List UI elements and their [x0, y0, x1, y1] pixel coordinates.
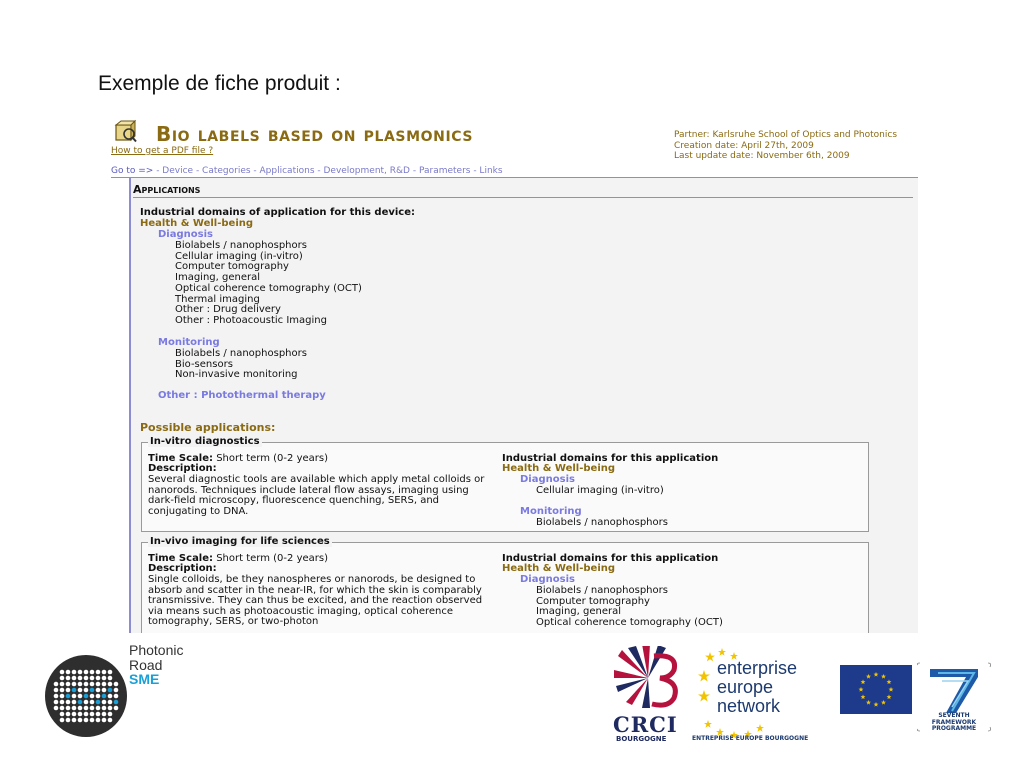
application-case [141, 436, 869, 532]
time-scale-label: Time Scale: [148, 553, 214, 564]
product-meta [674, 130, 897, 162]
nav-goto-label: Go to => [111, 166, 154, 176]
fp7-caption: SEVENTH FRAMEWORK PROGRAMME [931, 712, 977, 732]
diagnosis-item: Cellular imaging (in-vitro) [175, 250, 303, 262]
description-text: Several diagnostic tools are available which apply metal colloids or nanorods. Techniques include lateral flow assays, imaging using dark-field microscopy, fluorescence quenching, SERS, and conjugating to DNA. [148, 474, 485, 517]
crci-wordmark: CRCI [613, 712, 678, 737]
monitoring-label[interactable]: Monitoring [158, 337, 220, 348]
case-diagnosis-label[interactable]: Diagnosis [520, 574, 575, 585]
possible-applications-label: Possible applications: [140, 421, 276, 434]
product-box-icon [113, 119, 137, 143]
diagnosis-list [175, 241, 362, 327]
diagnosis-item: Other : Drug delivery [175, 304, 281, 316]
slide-title: Exemple de fiche produit : [98, 72, 341, 95]
case-legend: In-vitro diagnostics [150, 436, 260, 447]
diagnosis-item: Thermal imaging [175, 293, 260, 305]
diagnosis-label[interactable]: Diagnosis [158, 229, 213, 240]
pdf-help-link[interactable]: How to get a PDF file ? [111, 146, 214, 156]
een-subtitle: ENTREPRISE EUROPE BOURGOGNE [692, 735, 809, 742]
road-word: Road [129, 656, 163, 673]
applications-section [129, 178, 918, 633]
product-title: Bio labels based on plasmonics [156, 122, 474, 146]
time-scale-value: Short term (0-2 years) [213, 553, 328, 564]
case-legend: In-vivo imaging for life sciences [150, 536, 330, 547]
monitoring-item: Bio-sensors [175, 358, 233, 370]
update-date: Last update date: November 6th, 2009 [674, 151, 850, 161]
case-domains-label: Industrial domains for this application [502, 553, 719, 564]
domains-label: Industrial domains of application for this device: [140, 207, 416, 218]
diagnosis-item: Optical coherence tomography (OCT) [175, 282, 362, 294]
photonic-road-logo [44, 654, 128, 738]
sme-word: SME [129, 671, 160, 687]
photonic-word: Photonic [129, 642, 184, 658]
monitoring-list [175, 349, 307, 381]
crci-region: BOURGOGNE [616, 735, 667, 743]
applications-heading: Applications [133, 183, 913, 198]
nav-section-links[interactable]: - Device - Categories - Applications - Development, R&D - Parameters - Links [153, 166, 503, 176]
een-word-enterprise: enterprise [717, 658, 798, 678]
diagnosis-item: Computer tomography [175, 261, 289, 273]
description-label: Description: [148, 563, 217, 574]
diagnosis-item: Imaging, general [175, 272, 260, 284]
een-word-europe: europe [717, 677, 774, 697]
other-application-label[interactable]: Other : Photothermal therapy [158, 390, 326, 401]
case-diagnosis-item: Optical coherence tomography (OCT) [536, 617, 723, 629]
section-nav [111, 166, 918, 178]
monitoring-item: Non-invasive monitoring [175, 369, 298, 381]
time-scale-label: Time Scale: [148, 453, 214, 464]
case-monitoring-item: Biolabels / nanophosphors [536, 517, 668, 528]
case-diagnosis-item: Biolabels / nanophosphors [536, 585, 668, 596]
case-diagnosis-item: Cellular imaging (in-vitro) [536, 485, 664, 496]
eu-flag-icon [840, 665, 912, 714]
diagnosis-item: Other : Photoacoustic Imaging [175, 314, 327, 326]
diagnosis-item: Biolabels / nanophosphors [175, 240, 307, 251]
partner-text: Partner: Karlsruhe School of Optics and Photonics [674, 130, 898, 140]
case-diagnosis-list [536, 586, 723, 629]
case-diagnosis-label[interactable]: Diagnosis [520, 474, 575, 485]
domain-name: Health & Well-being [140, 218, 254, 229]
monitoring-item: Biolabels / nanophosphors [175, 348, 307, 359]
description-label: Description: [148, 463, 217, 474]
case-monitoring-label[interactable]: Monitoring [520, 506, 582, 517]
case-diagnosis-item: Imaging, general [536, 606, 621, 618]
product-sheet-screenshot [111, 116, 918, 633]
description-text: Single colloids, be they nanospheres or nanorods, be designed to absorb and scatter in the near-IR, for which the skin is comparably transmissive. They can thus be excited, and the reaction observed via means such as photoacoustic imaging, optical coherence tomography, SERS, or two-photon [148, 574, 483, 628]
case-domain: Health & Well-being [502, 463, 616, 474]
case-domain: Health & Well-being [502, 563, 616, 574]
application-case [141, 536, 869, 633]
photonic-road-text [129, 643, 183, 687]
een-word-network: network [717, 696, 781, 716]
time-scale-value: Short term (0-2 years) [213, 453, 328, 464]
creation-date: Creation date: April 27th, 2009 [674, 140, 814, 151]
case-diagnosis-item: Computer tomography [536, 595, 650, 607]
case-domains-label: Industrial domains for this application [502, 453, 719, 464]
